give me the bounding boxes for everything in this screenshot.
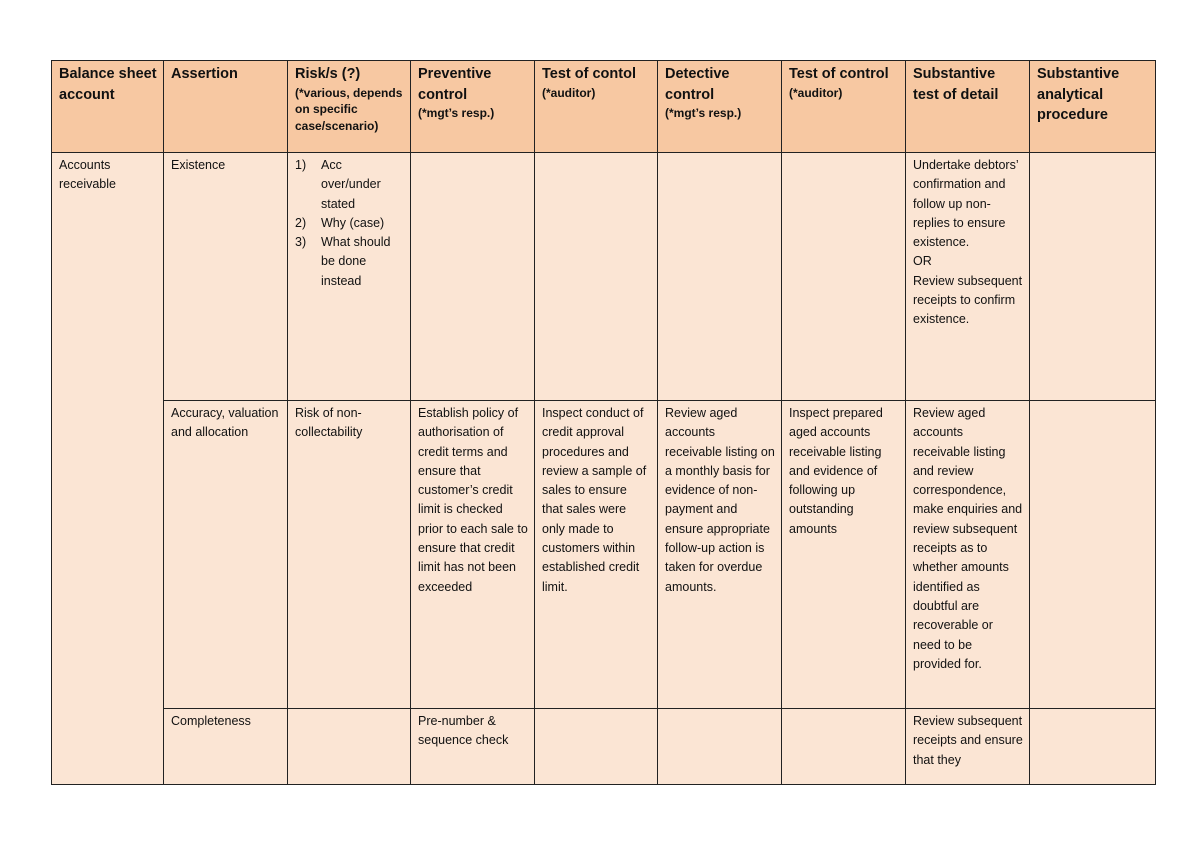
header-cell-preventive-control bbox=[411, 61, 535, 153]
header-cell-account bbox=[52, 61, 164, 153]
audit-procedures-table bbox=[51, 60, 1156, 785]
cell-preventive-control: Establish policy of authorisation of credit terms and ensure that customer’s credit limit is checked prior to each sale to ensure that credit limit has not been exceeded bbox=[411, 401, 535, 709]
cell-detective-control bbox=[658, 153, 782, 401]
cell-assertion bbox=[164, 153, 288, 401]
header-cell-test-of-contol bbox=[535, 61, 658, 153]
cell-test-of-control: Inspect prepared aged accounts receivable listing and evidence of following up outstanding amounts bbox=[782, 401, 906, 709]
cell-risk bbox=[288, 153, 411, 401]
cell-account bbox=[52, 153, 164, 785]
header-title: Balance sheet account bbox=[59, 66, 157, 103]
cell-substantive-analytical bbox=[1030, 153, 1156, 401]
risk-list-item bbox=[295, 233, 404, 291]
cell-substantive-test-of-detail: Review subsequent receipts and ensure that they bbox=[906, 709, 1030, 785]
cell-preventive-control: Pre-number & sequence check bbox=[411, 709, 535, 785]
cell-preventive-control bbox=[411, 153, 535, 401]
risk-text: Why (case) bbox=[321, 215, 385, 230]
detail-or: OR bbox=[913, 254, 932, 269]
header-row bbox=[52, 61, 1156, 153]
cell-assertion: Accuracy, valuation and allocation bbox=[164, 401, 288, 709]
assertion-text: Existence bbox=[171, 158, 226, 172]
header-subtitle: (*auditor) bbox=[789, 85, 843, 100]
cell-substantive-test-of-detail bbox=[906, 153, 1030, 401]
table-row-accuracy bbox=[52, 401, 1156, 709]
header-subtitle: (*mgt’s resp.) bbox=[418, 106, 495, 120]
cell-detective-control bbox=[658, 709, 782, 785]
header-cell-test-of-control bbox=[782, 61, 906, 153]
detail-alt-text: Review subsequent receipts to confirm existence. bbox=[913, 273, 1023, 327]
detail-text: Undertake debtors’ confirmation and follow up non-replies to ensure existence. bbox=[913, 158, 1019, 250]
cell-test-of-contol bbox=[535, 153, 658, 401]
cell-test-of-contol: Inspect conduct of credit approval procedures and review a sample of sales to ensure that sales were only made to customers within established credit limit. bbox=[535, 401, 658, 709]
cell-test-of-contol bbox=[535, 709, 658, 785]
header-title: Assertion bbox=[171, 66, 238, 82]
header-subtitle: (*auditor) bbox=[542, 85, 596, 100]
cell-test-of-control bbox=[782, 709, 906, 785]
cell-assertion: Completeness bbox=[164, 709, 288, 785]
header-subtitle: (*mgt’s resp.) bbox=[665, 106, 742, 120]
header-cell-detective-control bbox=[658, 61, 782, 153]
table-row-completeness bbox=[52, 709, 1156, 785]
risk-list bbox=[295, 156, 404, 291]
header-subtitle: (*various, depends on specific case/scenario) bbox=[295, 85, 403, 133]
header-title: Preventive control bbox=[418, 66, 492, 103]
cell-detective-control: Review aged accounts receivable listing on a monthly basis for evidence of non-payment and ensure appropriate follow-up action is taken for overdue amounts. bbox=[658, 401, 782, 709]
header-title: Substantive analytical procedure bbox=[1037, 66, 1120, 123]
risk-number: 1) bbox=[295, 158, 307, 172]
cell-substantive-analytical bbox=[1030, 709, 1156, 785]
risk-text: Acc over/under stated bbox=[321, 158, 381, 211]
header-cell-substantive-analytical bbox=[1030, 61, 1156, 153]
header-cell-assertion bbox=[164, 61, 288, 153]
risk-list-item bbox=[295, 214, 404, 233]
header-title: Test of contol bbox=[542, 66, 636, 82]
cell-substantive-test-of-detail: Review aged accounts receivable listing and review correspondence, make enquiries and review subsequent receipts as to whether amounts identified as doubtful are recoverable or need to be provided for. bbox=[906, 401, 1030, 709]
header-title: Risk/s (?) bbox=[295, 66, 361, 82]
cell-test-of-control bbox=[782, 153, 906, 401]
cell-risk bbox=[288, 709, 411, 785]
table-row-existence bbox=[52, 153, 1156, 401]
account-name: Accounts receivable bbox=[59, 158, 116, 192]
cell-risk: Risk of non-collectability bbox=[288, 401, 411, 709]
header-title: Test of control bbox=[789, 66, 889, 82]
header-cell-substantive-test-of-detail bbox=[906, 61, 1030, 153]
risk-text: What should be done instead bbox=[321, 235, 391, 288]
risk-number: 3) bbox=[295, 235, 307, 250]
cell-substantive-analytical bbox=[1030, 401, 1156, 709]
risk-number: 2) bbox=[295, 215, 307, 230]
header-title: Detective control bbox=[665, 66, 730, 103]
header-title: Substantive test of detail bbox=[913, 66, 999, 103]
header-cell-risk bbox=[288, 61, 411, 153]
risk-list-item bbox=[295, 156, 404, 214]
